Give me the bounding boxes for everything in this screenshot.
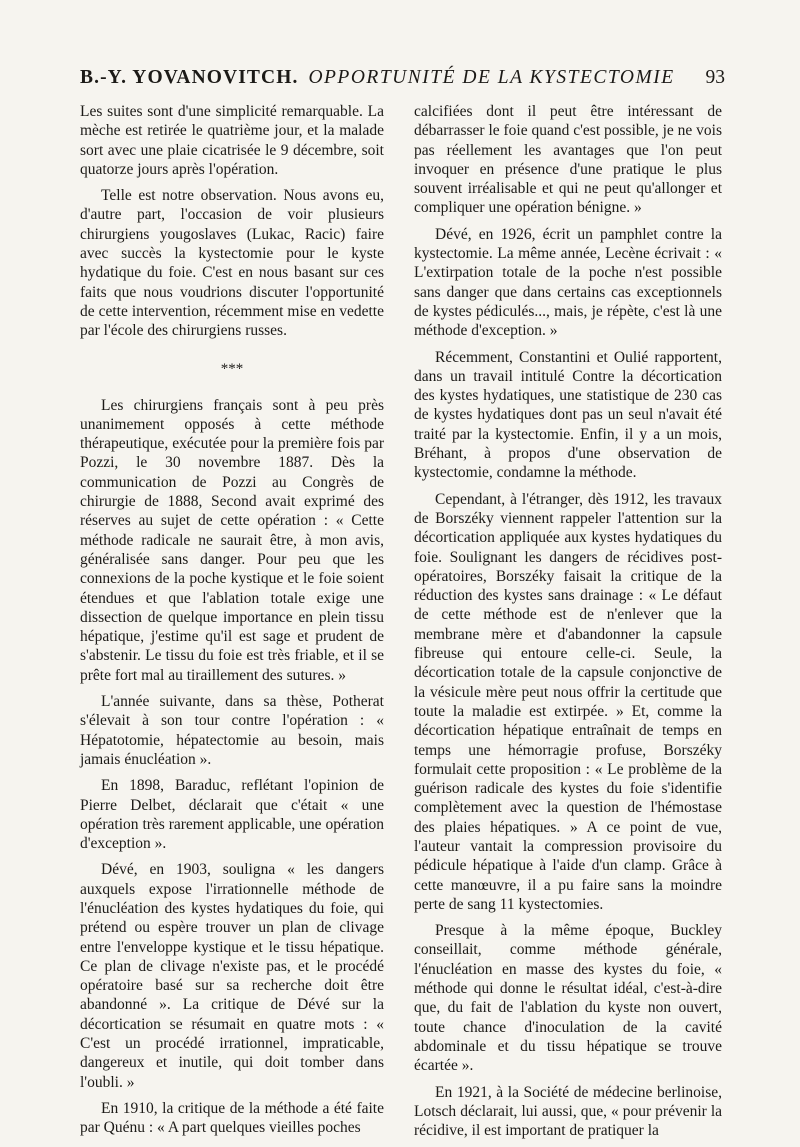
left-column xyxy=(80,102,384,1145)
right-column xyxy=(414,102,722,1147)
section-separator xyxy=(80,360,384,377)
paragraph: L'année suivante, dans sa thèse, Potherat s'élevait à son tour contre l'opération : « Hépatotomie, hépatectomie au besoin, mais jamais énucléation ». xyxy=(80,693,384,768)
paragraph: En 1910, la critique de la méthode a été faite par Quénu : « A part quelques vieilles poches xyxy=(80,1099,384,1137)
paragraph: En 1898, Baraduc, reflétant l'opinion de Pierre Delbet, déclarait que c'était « une opération très rarement applicable, une opération d'exception ». xyxy=(80,777,384,853)
header-author: B.-Y. YOVANOVITCH. xyxy=(80,67,299,88)
paragraph: Les suites sont d'une simplicité remarquable. La mèche est retirée le quatrième jour, et la malade sort avec une plaie cicatrisée le 9 décembre, soit quatorze jours après l'opération. xyxy=(80,103,384,178)
paragraph: Telle est notre observation. Nous avons eu, d'autre part, l'occasion de voir plusieurs chirurgiens yougoslaves (Lukac, Racic) faire avec succès la kystectomie pour le kyste hydatique du foie. C'est en nous basant sur ces faits que nous voudrions discuter l'opportunité de cette intervention, récemment mise en vedette par l'école des chirurgiens russes. xyxy=(80,187,384,340)
separator-glyph: *** xyxy=(220,360,244,377)
paragraph: Presque à la même époque, Buckley conseillait, comme méthode générale, l'énucléation en masse des kystes du foie, « méthode qui donne le résultat idéal, c'est-à-dire que, du fait de l'ablation du kyste non ouvert, toute chance d'inoculation de la cavité abdominale et du tissu hépatique se trouve écartée ». xyxy=(414,922,722,1075)
paragraph: Dévé, en 1926, écrit un pamphlet contre la kystectomie. La même année, Lecène écrivait : « L'extirpation totale de la poche n'est possible sans danger que dans certains cas exceptionnels de kystes pédiculés..., mais, je répète, c'est là une méthode d'exception. » xyxy=(414,225,722,340)
paragraph: Récemment, Constantini et Oulié rapportent, dans un travail intitulé Contre la décortication des kystes hydatiques, une statistique de 230 cas de kystes hydatiques dont pas un seul n'avait été traité par la kystectomie. Enfin, il y a un mois, Bréhant, à propos d'une observation de kystectomie, condamne la méthode. xyxy=(414,348,722,482)
paragraph: En 1921, à la Société de médecine berlinoise, Lotsch déclarait, lui aussi, que, « pour prévenir la récidive, il est important de pratiquer la xyxy=(414,1083,722,1140)
paragraph: Dévé, en 1903, soulignа « les dangers auxquels expose l'irrationnelle méthode de l'énucléation des kystes hydatiques du foie, qui prétend ou espère trouver un plan de clivage entre l'enveloppe kystique et le tissu hépatique. Ce plan de clivage n'existe pas, et le procédé opératoire basé sur sa recherche doit être abandonné ». La critique de Dévé sur la décortication se résumait en quatre mots : « C'est un procédé irrationnel, impraticable, dangereux et inutile, qui doit tomber dans l'oubli. » xyxy=(80,861,384,1091)
header-title: OPPORTUNITÉ DE LA KYSTECTOMIE xyxy=(308,67,675,88)
paragraph: calcifiées dont il peut être intéressant de débarrasser le foie quand c'est possible, je ne vois pas réellement les avantages que l'on peut invoquer en présence d'une pratique le plus souvent irréalisable et qui ne peut qu'allonger et compliquer une opération bénigne. » xyxy=(414,103,722,217)
paragraph: Cependant, à l'étranger, dès 1912, les travaux de Borszéky viennent rappeler l'attention sur la décortication appliquée aux kystes hydatiques du foie. Soulignant les dangers de récidives post-opératoires, Borszéky faisait la critique de la réduction des kystes sans drainage : « Le défaut de cette méthode est de n'enlever que la membrane mère et d'abandonner la capsule fibreuse qui entoure celle-ci. Seule, la décortication totale de la capsule conjonctive de la vésicule mère peut nous offrir la certitude que toute la maladie est extirpée. » Et, comme la décortication hépatique entraînait de temps en temps une hémorragie profuse, Borszéky formulait cette proposition : « Le problème de la guérison radicale des kystes du foie s'identifie complètement avec la question de l'hémostase des plaies hépatiques. » A ce point de vue, l'auteur vantait la compression provisoire du pédicule hépatique à l'aide d'un clamp. Grâce à cette manœuvre, il a pu faire sans la moindre perte de sang 11 kystectomies. xyxy=(414,490,722,913)
page-number: 93 xyxy=(705,67,725,88)
paragraph: Les chirurgiens français sont à peu près unanimement opposés à cette méthode thérapeutique, exécutée pour la première fois par Pozzi, le 30 novembre 1887. Dès la communication de Pozzi au Congrès de chirurgie de 1888, Second avait exprimé des réserves au sujet de cette opération : « Cette méthode radicale ne saurait être, à mon avis, généralisée sans danger. Pour peu que les connexions de la poche kystique et le foie soient étendues et que l'ablation totale exige une dissection de quelque importance en plein tissu hépatique, j'estime qu'il est sage et prudent de s'abstenir. Le tissu du foie est très friable, et il se prête fort mal au tiraillement des sutures. » xyxy=(80,396,384,684)
running-header xyxy=(80,66,725,90)
